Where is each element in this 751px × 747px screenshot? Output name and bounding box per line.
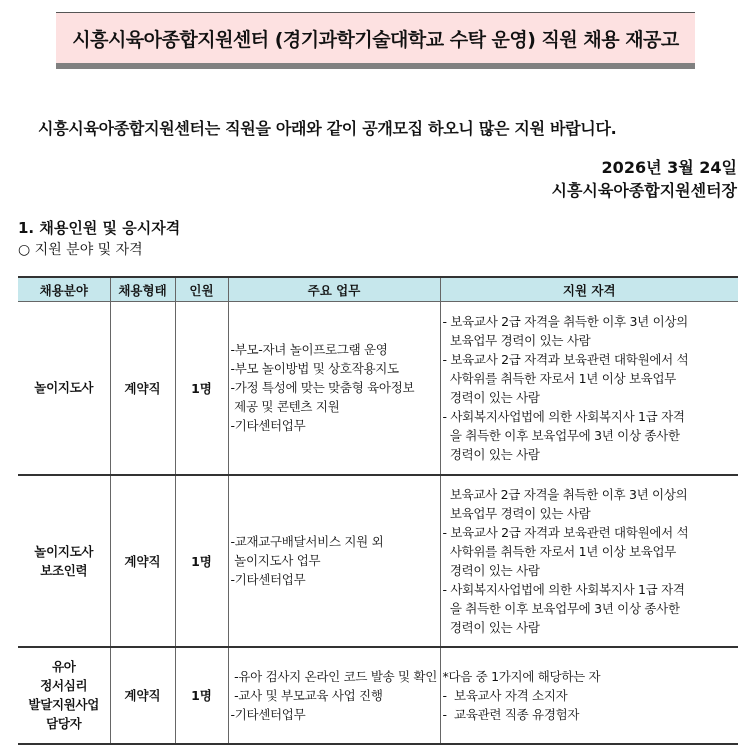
- qualifications-cell: [440, 302, 738, 475]
- qualification-line: - 사회복지사업법에 의한 사회복지사 1급 자격: [442, 408, 685, 424]
- duty-line: -유아 검사지 온라인 코드 발송 및 확인: [230, 668, 438, 684]
- header-count: 인원: [175, 277, 228, 302]
- header-field: 채용분야: [18, 277, 110, 302]
- announcement-date: 2026년 3월 24일: [601, 158, 737, 177]
- qualification-line: 경력이 있는 사람: [442, 619, 540, 635]
- count-cell: 1명: [175, 647, 228, 744]
- header-type: 채용형태: [110, 277, 175, 302]
- field-line: 놀이지도사: [34, 543, 94, 559]
- duty-line: -교재교구배달서비스 지원 외: [230, 534, 384, 549]
- issuing-organization: 시흥시육아종합지원센터장: [551, 181, 737, 200]
- count-cell: 1명: [175, 475, 228, 647]
- qualification-line: 보육교사 2급 자격을 취득한 이후 3년 이상의: [442, 486, 688, 502]
- field-line: 보조인력: [40, 562, 88, 578]
- qualifications-cell: [440, 647, 738, 744]
- count-cell: 1명: [175, 302, 228, 475]
- field-line: 담당자: [46, 716, 82, 731]
- qualification-line: 을 취득한 이후 보육업무에 3년 이상 종사한: [442, 427, 680, 443]
- duty-line: -기타센터업무: [230, 572, 306, 587]
- table-row: [18, 302, 738, 475]
- qualification-line: - 보육교사 자격 소지자: [442, 687, 568, 703]
- qualifications-cell: [440, 475, 738, 647]
- type-cell: 계약직: [110, 302, 175, 475]
- recruitment-table: [18, 276, 738, 745]
- qualification-line: *다음 중 1가지에 해당하는 자: [442, 668, 601, 684]
- field-line: 놀이지도사: [34, 380, 94, 396]
- duty-line: -부모-자녀 놀이프로그램 운영: [230, 342, 388, 358]
- header-duties: 주요 업무: [228, 277, 440, 302]
- table-header-row: [18, 277, 738, 302]
- duty-line: 놀이지도사 업무: [230, 553, 321, 568]
- field-cell: [18, 475, 110, 647]
- qualification-line: - 사회복지사업법에 의한 사회복지사 1급 자격: [442, 581, 685, 597]
- duties-cell: [228, 475, 440, 647]
- qualification-line: 보육업무 경력이 있는 사람: [442, 505, 591, 521]
- type-cell: 계약직: [110, 647, 175, 744]
- qualification-line: 사학위를 취득한 자로서 1년 이상 보육업무: [442, 543, 677, 559]
- duties-cell: [228, 302, 440, 475]
- qualification-line: - 보육교사 2급 자격과 보육관련 대학원에서 석: [442, 351, 689, 367]
- page-title: 시흥시육아종합지원센터 (경기과학기술대학교 수탁 운영) 직원 채용 재공고: [56, 12, 695, 69]
- field-cell: [18, 302, 110, 475]
- duties-cell: [228, 647, 440, 744]
- field-cell: [18, 647, 110, 744]
- qualification-line: 사학위를 취득한 자로서 1년 이상 보육업무: [442, 370, 677, 386]
- type-cell: 계약직: [110, 475, 175, 647]
- qualification-line: 경력이 있는 사람: [442, 562, 540, 578]
- duty-line: -기타센터업무: [230, 706, 306, 722]
- header-qualifications: 지원 자격: [440, 277, 738, 302]
- duty-line: -부모 놀이방법 및 상호작용지도: [230, 361, 399, 377]
- duty-line: -교사 및 부모교육 사업 진행: [230, 687, 383, 703]
- duty-line: -가정 특성에 맞는 맞춤형 육아정보: [230, 380, 415, 396]
- qualification-line: - 보육교사 2급 자격과 보육관련 대학원에서 석: [442, 524, 689, 540]
- qualification-line: 경력이 있는 사람: [442, 446, 540, 462]
- field-line: 발달지원사업: [28, 697, 100, 712]
- qualification-line: 을 취득한 이후 보육업무에 3년 이상 종사한: [442, 600, 680, 616]
- table-row: [18, 475, 738, 647]
- duty-line: 제공 및 콘텐츠 지원: [230, 399, 340, 415]
- field-line: 유아: [51, 659, 76, 674]
- duty-line: -기타센터업무: [230, 418, 306, 434]
- qualification-line: - 보육교사 2급 자격을 취득한 이후 3년 이상의: [442, 313, 688, 329]
- field-line: 정서심리: [40, 678, 88, 693]
- section-heading: 1. 채용인원 및 응시자격: [18, 219, 181, 237]
- qualification-line: - 교육관련 직종 유경험자: [442, 706, 580, 722]
- subsection-heading: ○ 지원 분야 및 자격: [18, 242, 143, 258]
- qualification-line: 경력이 있는 사람: [442, 389, 540, 405]
- qualification-line: 보육업무 경력이 있는 사람: [442, 332, 591, 348]
- table-row: [18, 647, 738, 744]
- intro-text: 시흥시육아종합지원센터는 직원을 아래와 같이 공개모집 하오니 많은 지원 바랍니다.: [38, 119, 617, 138]
